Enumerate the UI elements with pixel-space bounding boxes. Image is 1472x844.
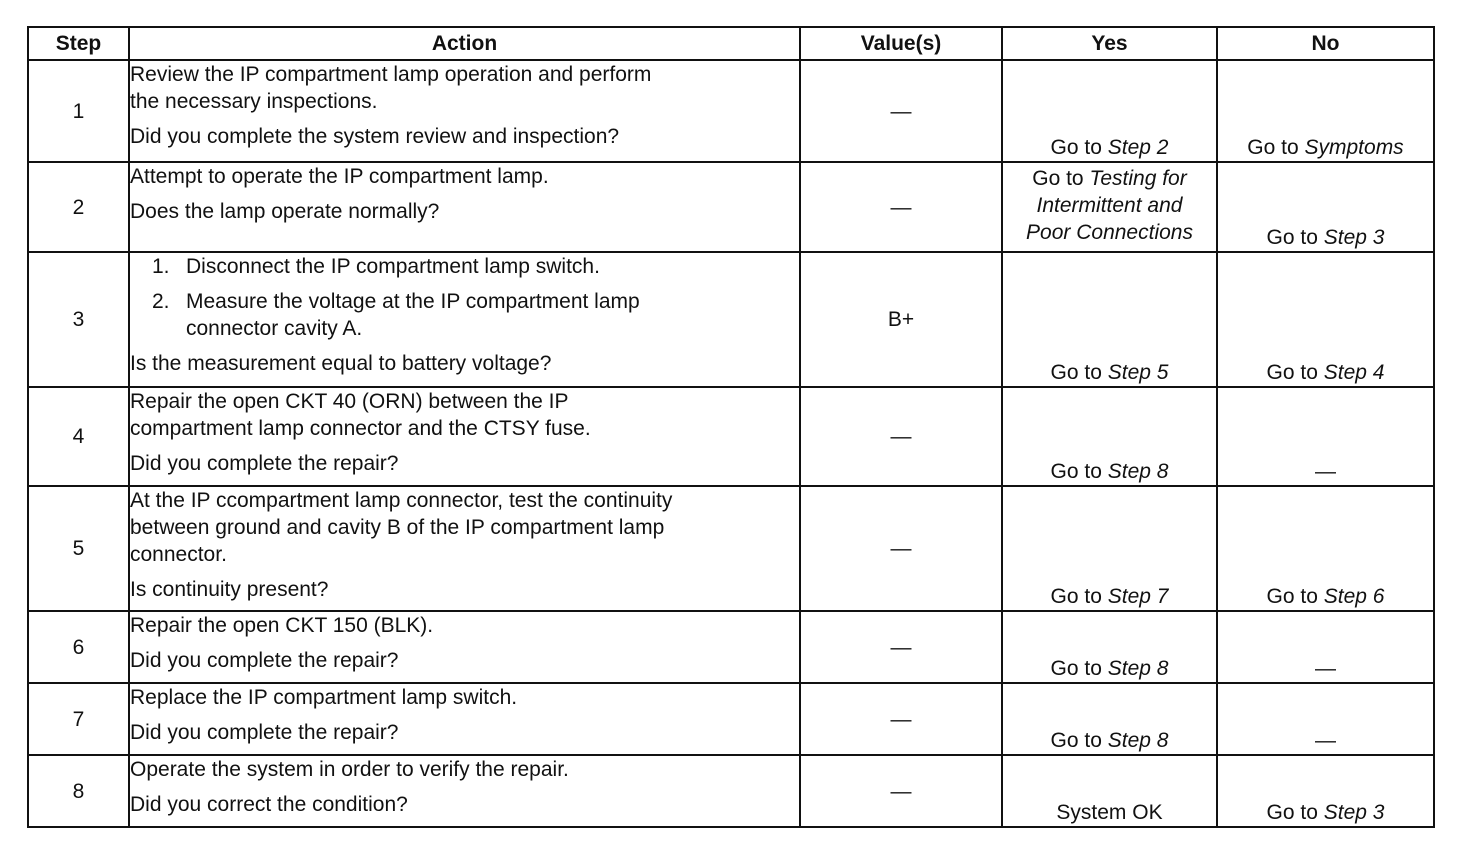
no-cell: —	[1217, 683, 1434, 755]
value-cell: —	[800, 755, 1002, 827]
action-text: compartment lamp connector and the CTSY fuse.	[130, 417, 591, 440]
value-cell: —	[800, 162, 1002, 252]
action-cell	[129, 755, 800, 827]
no-prefix: Go to	[1266, 585, 1324, 608]
yes-reference: Testing for	[1089, 167, 1187, 190]
no-cell	[1217, 755, 1434, 827]
step-number: 7	[28, 683, 129, 755]
action-text: Operate the system in order to verify the repair.	[130, 758, 569, 781]
item-text: Measure the voltage at the IP compartment lamp	[186, 290, 640, 313]
yes-cell	[1002, 252, 1217, 387]
action-cell	[129, 387, 800, 486]
item-text: Disconnect the IP compartment lamp switch.	[186, 255, 600, 278]
header-action: Action	[129, 27, 800, 60]
diagnostic-table	[27, 26, 1435, 828]
action-question: Did you complete the repair?	[130, 721, 399, 744]
table-row	[28, 60, 1434, 162]
yes-reference: Step 8	[1107, 729, 1169, 752]
no-cell	[1217, 252, 1434, 387]
item-number: 1.	[152, 255, 170, 278]
yes-prefix: Go to	[1050, 460, 1108, 483]
yes-reference: Step 8	[1107, 460, 1169, 483]
yes-cell	[1002, 611, 1217, 683]
yes-cell	[1002, 60, 1217, 162]
action-question: Did you complete the repair?	[130, 649, 399, 672]
table-row	[28, 486, 1434, 611]
yes-prefix: Go to	[1050, 657, 1108, 680]
action-text: At the IP ccompartment lamp connector, test the continuity	[130, 489, 673, 512]
no-prefix: Go to	[1266, 226, 1324, 249]
table-row	[28, 611, 1434, 683]
action-cell	[129, 60, 800, 162]
numbered-item	[130, 253, 799, 280]
value-cell: —	[800, 486, 1002, 611]
action-question: Did you correct the condition?	[130, 793, 408, 816]
yes-prefix: Go to	[1050, 361, 1108, 384]
action-question: Does the lamp operate normally?	[130, 200, 440, 223]
action-cell	[129, 486, 800, 611]
yes-prefix: Go to	[1032, 167, 1090, 190]
no-reference: Symptoms	[1304, 136, 1404, 159]
action-cell	[129, 683, 800, 755]
no-cell	[1217, 60, 1434, 162]
action-text: Replace the IP compartment lamp switch.	[130, 686, 518, 709]
action-text: between ground and cavity B of the IP compartment lamp	[130, 516, 665, 539]
yes-reference: Step 8	[1107, 657, 1169, 680]
no-cell	[1217, 486, 1434, 611]
yes-reference: Step 5	[1107, 361, 1169, 384]
action-text: Review the IP compartment lamp operation and perform	[130, 63, 652, 86]
yes-prefix: Go to	[1050, 136, 1108, 159]
no-cell	[1217, 162, 1434, 252]
yes-cell	[1002, 683, 1217, 755]
step-number: 4	[28, 387, 129, 486]
table-row	[28, 162, 1434, 252]
yes-cell	[1002, 162, 1217, 252]
step-number: 5	[28, 486, 129, 611]
value-cell: —	[800, 387, 1002, 486]
value-cell: —	[800, 60, 1002, 162]
action-text: connector.	[130, 543, 227, 566]
no-reference: Step 3	[1323, 801, 1385, 824]
item-text: connector cavity A.	[186, 317, 363, 340]
action-text: Repair the open CKT 150 (BLK).	[130, 614, 434, 637]
no-prefix: Go to	[1266, 801, 1324, 824]
value-cell: B+	[800, 252, 1002, 387]
step-number: 8	[28, 755, 129, 827]
yes-cell	[1002, 387, 1217, 486]
no-cell: —	[1217, 387, 1434, 486]
header-row	[28, 27, 1434, 60]
header-step: Step	[28, 27, 129, 60]
action-text: Attempt to operate the IP compartment lamp.	[130, 165, 549, 188]
no-prefix: Go to	[1266, 361, 1324, 384]
action-cell	[129, 252, 800, 387]
yes-reference: Poor Connections	[1026, 221, 1193, 244]
step-number: 6	[28, 611, 129, 683]
table-row	[28, 755, 1434, 827]
yes-prefix: Go to	[1050, 585, 1108, 608]
step-number: 2	[28, 162, 129, 252]
numbered-item-continued	[130, 315, 799, 342]
action-question: Is continuity present?	[130, 578, 329, 601]
header-no: No	[1217, 27, 1434, 60]
yes-cell: System OK	[1002, 755, 1217, 827]
no-cell: —	[1217, 611, 1434, 683]
action-text: Repair the open CKT 40 (ORN) between the IP	[130, 390, 569, 413]
yes-cell	[1002, 486, 1217, 611]
action-cell	[129, 162, 800, 252]
table-row	[28, 387, 1434, 486]
numbered-item	[130, 288, 799, 315]
yes-reference: Step 2	[1107, 136, 1169, 159]
step-number: 1	[28, 60, 129, 162]
no-reference: Step 6	[1323, 585, 1385, 608]
action-question: Did you complete the system review and inspection?	[130, 125, 620, 148]
header-yes: Yes	[1002, 27, 1217, 60]
no-prefix: Go to	[1247, 136, 1305, 159]
action-question: Did you complete the repair?	[130, 452, 399, 475]
yes-reference: Step 7	[1107, 585, 1169, 608]
yes-reference: Intermittent and	[1036, 194, 1183, 217]
value-cell: —	[800, 611, 1002, 683]
table-row	[28, 252, 1434, 387]
action-cell	[129, 611, 800, 683]
value-cell: —	[800, 683, 1002, 755]
action-question: Is the measurement equal to battery voltage?	[130, 352, 552, 375]
no-reference: Step 3	[1323, 226, 1385, 249]
no-reference: Step 4	[1323, 361, 1385, 384]
action-text: the necessary inspections.	[130, 90, 378, 113]
step-number: 3	[28, 252, 129, 387]
header-values: Value(s)	[800, 27, 1002, 60]
yes-prefix: Go to	[1050, 729, 1108, 752]
table-row	[28, 683, 1434, 755]
item-number: 2.	[152, 290, 170, 313]
